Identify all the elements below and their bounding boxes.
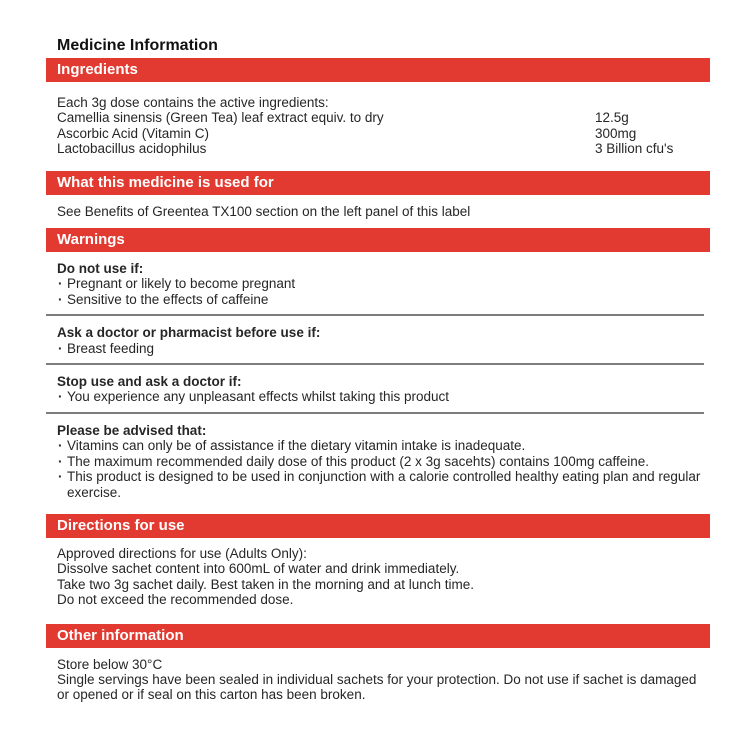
warning-bullet: · Pregnant or likely to become pregnant — [57, 276, 704, 291]
warning-bullet: · Vitamins can only be of assistance if the dietary vitamin intake is inadequate. — [57, 438, 704, 453]
ingredient-row — [57, 141, 704, 156]
warning-group-stop-use — [57, 374, 704, 405]
warning-heading: Ask a doctor or pharmacist before use if: — [57, 325, 321, 341]
ingredient-amount: 12.5g — [595, 110, 629, 126]
directions-line: Do not exceed the recommended dose. — [57, 592, 294, 608]
warning-heading: Do not use if: — [57, 261, 144, 277]
warning-bullet: · Breast feeding — [57, 341, 704, 356]
ingredients-section — [46, 82, 710, 171]
ingredient-amount: 3 Billion cfu's — [595, 141, 674, 157]
section-banner-warnings: Warnings — [46, 228, 710, 252]
warning-heading: Stop use and ask a doctor if: — [57, 374, 242, 390]
directions-line: Dissolve sachet content into 600mL of water and drink immediately. — [57, 561, 460, 577]
uses-text: See Benefits of Greentea TX100 section on the left panel of this label — [57, 203, 471, 219]
directions-section — [46, 538, 710, 624]
warning-group-ask-doctor — [57, 325, 704, 356]
storage-line: Store below 30°C — [57, 656, 163, 672]
divider — [46, 412, 704, 414]
ingredient-amount: 300mg — [595, 125, 637, 141]
ingredient-name: Lactobacillus acidophilus — [57, 141, 207, 157]
ingredients-intro: Each 3g dose contains the active ingredients: — [57, 95, 329, 110]
medicine-label — [46, 38, 710, 703]
ingredient-name: Camellia sinensis (Green Tea) leaf extract equiv. to dry — [57, 110, 384, 126]
page-title: Medicine Information — [57, 37, 218, 54]
warning-group-do-not-use — [57, 261, 704, 307]
warning-group-advised — [57, 423, 704, 500]
warning-bullet: · You experience any unpleasant effects whilst taking this product — [57, 389, 704, 404]
divider — [46, 363, 704, 365]
ingredient-row — [57, 126, 704, 141]
section-banner-other: Other information — [46, 624, 710, 648]
ingredient-name: Ascorbic Acid (Vitamin C) — [57, 125, 210, 141]
warning-bullet: · Sensitive to the effects of caffeine — [57, 292, 704, 307]
warning-bullet: · This product is designed to be used in conjunction with a calorie controlled healthy eating plan and regular exercise. — [57, 469, 704, 500]
uses-section — [46, 195, 710, 228]
warning-bullet: · The maximum recommended daily dose of this product (2 x 3g sacehts) contains 100mg caffeine. — [57, 454, 704, 469]
warning-heading: Please be advised that: — [57, 422, 207, 438]
sachet-line: Single servings have been sealed in individual sachets for your protection. Do not use if sachet is damaged or opened or if seal on this carton has been broken. — [57, 671, 697, 703]
directions-line: Approved directions for use (Adults Only): — [57, 545, 307, 561]
section-banner-uses: What this medicine is used for — [46, 171, 710, 195]
section-banner-directions: Directions for use — [46, 514, 710, 538]
directions-line: Take two 3g sachet daily. Best taken in the morning and at lunch time. — [57, 576, 474, 592]
warnings-section — [46, 252, 710, 514]
other-info-section — [46, 648, 710, 703]
section-banner-ingredients: Ingredients — [46, 58, 710, 82]
ingredient-row — [57, 110, 704, 125]
divider — [46, 314, 704, 316]
